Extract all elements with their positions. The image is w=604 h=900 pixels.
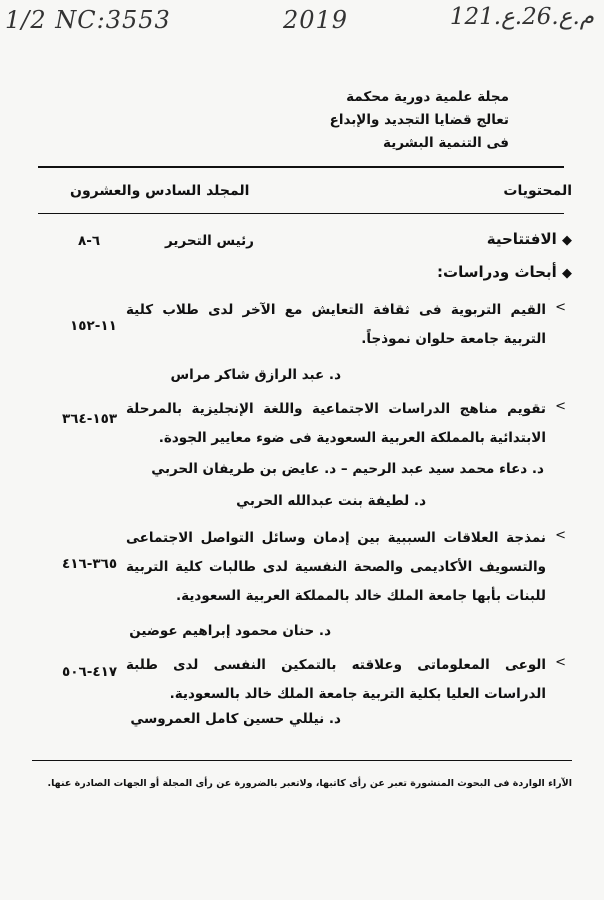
journal-description <box>330 86 509 155</box>
editorial-author: رئيس التحرير <box>165 233 254 249</box>
header-rule <box>38 166 564 168</box>
volume-label: المجلد السادس والعشرون <box>70 183 250 199</box>
arrow-bullet-icon: < <box>555 300 566 315</box>
article-pages: ١١-١٥٢ <box>70 318 117 334</box>
article-title: القيم التربوية فى ثقافة التعايش مع الآخر لدى طلاب كلية التربية جامعة حلوان نموذجاً. <box>126 302 546 347</box>
handwritten-call-number: 1/2 NC:3553 <box>5 6 171 34</box>
arrow-bullet-icon: < <box>555 528 566 543</box>
article-author: د. عبد الرازق شاكر مراس <box>170 367 341 383</box>
journal-line-3: فى التنمية البشرية <box>383 135 509 151</box>
handwritten-reference: م.ع.26.ع.121 <box>449 4 594 30</box>
journal-line-2: تعالج قضايا التجديد والإبداع <box>329 112 509 128</box>
contents-rule <box>38 213 564 214</box>
article-author: د. نيللي حسين كامل العمروسي <box>130 711 341 727</box>
contents-label: المحتويات <box>503 183 572 199</box>
diamond-bullet-icon: ◆ <box>562 233 572 248</box>
disclaimer-footer: الآراء الواردة فى البحوث المنشورة تعبر عن رأى كاتبها، ولاتعبر بالضرورة عن رأى المجلة أو الجهات الصادرة عنها. <box>47 778 572 789</box>
editorial-pages: ٦-٨ <box>78 233 101 249</box>
arrow-bullet-icon: < <box>555 399 566 414</box>
article-pages: ٤١٧-٥٠٦ <box>62 664 118 680</box>
arrow-bullet-icon: < <box>555 655 566 670</box>
research-heading-row <box>437 263 572 281</box>
article-author: د. دعاء محمد سيد عبد الرحيم – د. عايض بن طريفان الحربي <box>151 461 544 477</box>
editorial-row <box>487 230 572 248</box>
article-author: د. لطيفة بنت عبدالله الحربي <box>236 493 426 509</box>
article-title: الوعى المعلوماتى وعلاقته بالتمكين النفسى لدى طلبة الدراسات العليا بكلية التربية جامعة الملك خالد بالسعودية. <box>126 657 546 702</box>
diamond-bullet-icon: ◆ <box>562 266 572 281</box>
article-pages: ١٥٣-٣٦٤ <box>62 411 118 427</box>
editorial-title: الافتتاحية <box>486 230 557 248</box>
handwritten-year: 2019 <box>283 6 349 34</box>
research-heading: أبحاث ودراسات: <box>437 263 557 281</box>
journal-line-1: مجلة علمية دورية محكمة <box>346 89 509 105</box>
article-pages: ٣٦٥-٤١٦ <box>62 556 118 572</box>
article-title: تقويم مناهج الدراسات الاجتماعية واللغة الإنجليزية بالمرحلة الابتدائية بالمملكة العربية السعودية فى ضوء معايير الجودة. <box>126 401 546 446</box>
article-author: د. حنان محمود إبراهيم عوضين <box>129 623 331 639</box>
article-title: نمذجة العلاقات السببية بين إدمان وسائل التواصل الاجتماعى والتسويف الأكاديمى والصحة النفسية لدى طالبات كلية التربية للبنات بأبها جامعة الملك خالد بالمملكة العربية السعودية. <box>126 530 546 604</box>
footer-rule <box>32 760 572 761</box>
